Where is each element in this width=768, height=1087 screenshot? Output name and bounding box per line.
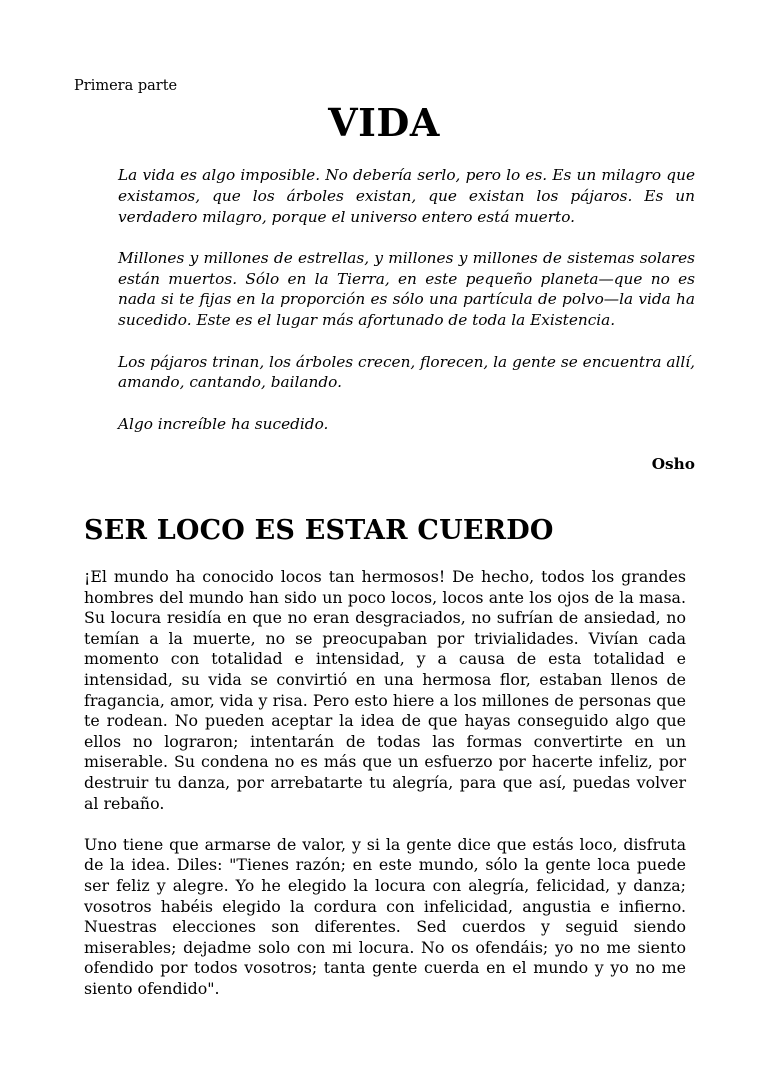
body-paragraph: Uno tiene que armarse de valor, y si la gente dice que estás loco, disfruta de la idea. Diles: "Tienes razón; en este mundo, sólo la gente loca puede ser feliz y alegre. Yo he elegido la locura con alegría, felicidad, y danza; vosotros habéis elegido la cordura con infelicidad, angustia e infierno. Nuestras elecciones son diferentes. Sed cuerdos y seguid siendo miserables; dejadme solo con mi locura. No os ofendáis; yo no me siento ofendido por todos vosotros; tanta gente cuerda en el mundo y yo no me siento ofendido". [84, 834, 686, 998]
quote-paragraph: Los pájaros trinan, los árboles crecen, florecen, la gente se encuentra allí, amando, cantando, bailando. [118, 352, 695, 392]
section-body [84, 567, 686, 1020]
epigraph-quote [118, 165, 695, 434]
quote-author: Osho [651, 455, 695, 473]
page-title: VIDA [328, 100, 440, 145]
quote-paragraph: La vida es algo imposible. No debería serlo, pero lo es. Es un milagro que existamos, que los árboles existan, que existan los pájaros. Es un verdadero milagro, porque el universo entero está muerto. [118, 166, 695, 226]
part-label: Primera parte [74, 78, 178, 94]
section-heading: SER LOCO ES ESTAR CUERDO [84, 515, 554, 546]
quote-paragraph: Algo increíble ha sucedido. [118, 414, 329, 433]
body-paragraph: ¡El mundo ha conocido locos tan hermosos! De hecho, todos los grandes hombres del mundo han sido un poco locos, locos ante los ojos de la masa. Su locura residía en que no eran desgraciados, no sufrían de ansiedad, no temían a la muerte, no se preocupaban por trivialidades. Vivían cada momento con totalidad e intensidad, y a causa de esta totalidad e intensidad, su vida se convirtió en una hermosa flor, estaban llenos de fragancia, amor, vida y risa. Pero esto hiere a los millones de personas que te rodean. No pueden aceptar la idea de que hayas conseguido algo que ellos no lograron; intentarán de todas las formas convertirte en un miserable. Su condena no es más que un esfuerzo por hacerte infeliz, por destruir tu danza, por arrebatarte tu alegría, para que así, puedas volver al rebaño. [84, 567, 686, 813]
quote-paragraph: Millones y millones de estrellas, y millones y millones de sistemas solares están muertos. Sólo en la Tierra, en este pequeño planeta—que no es nada si te fijas en la proporción es sólo una partícula de polvo—la vida ha sucedido. Este es el lugar más afortunado de toda la Existencia. [118, 248, 695, 330]
